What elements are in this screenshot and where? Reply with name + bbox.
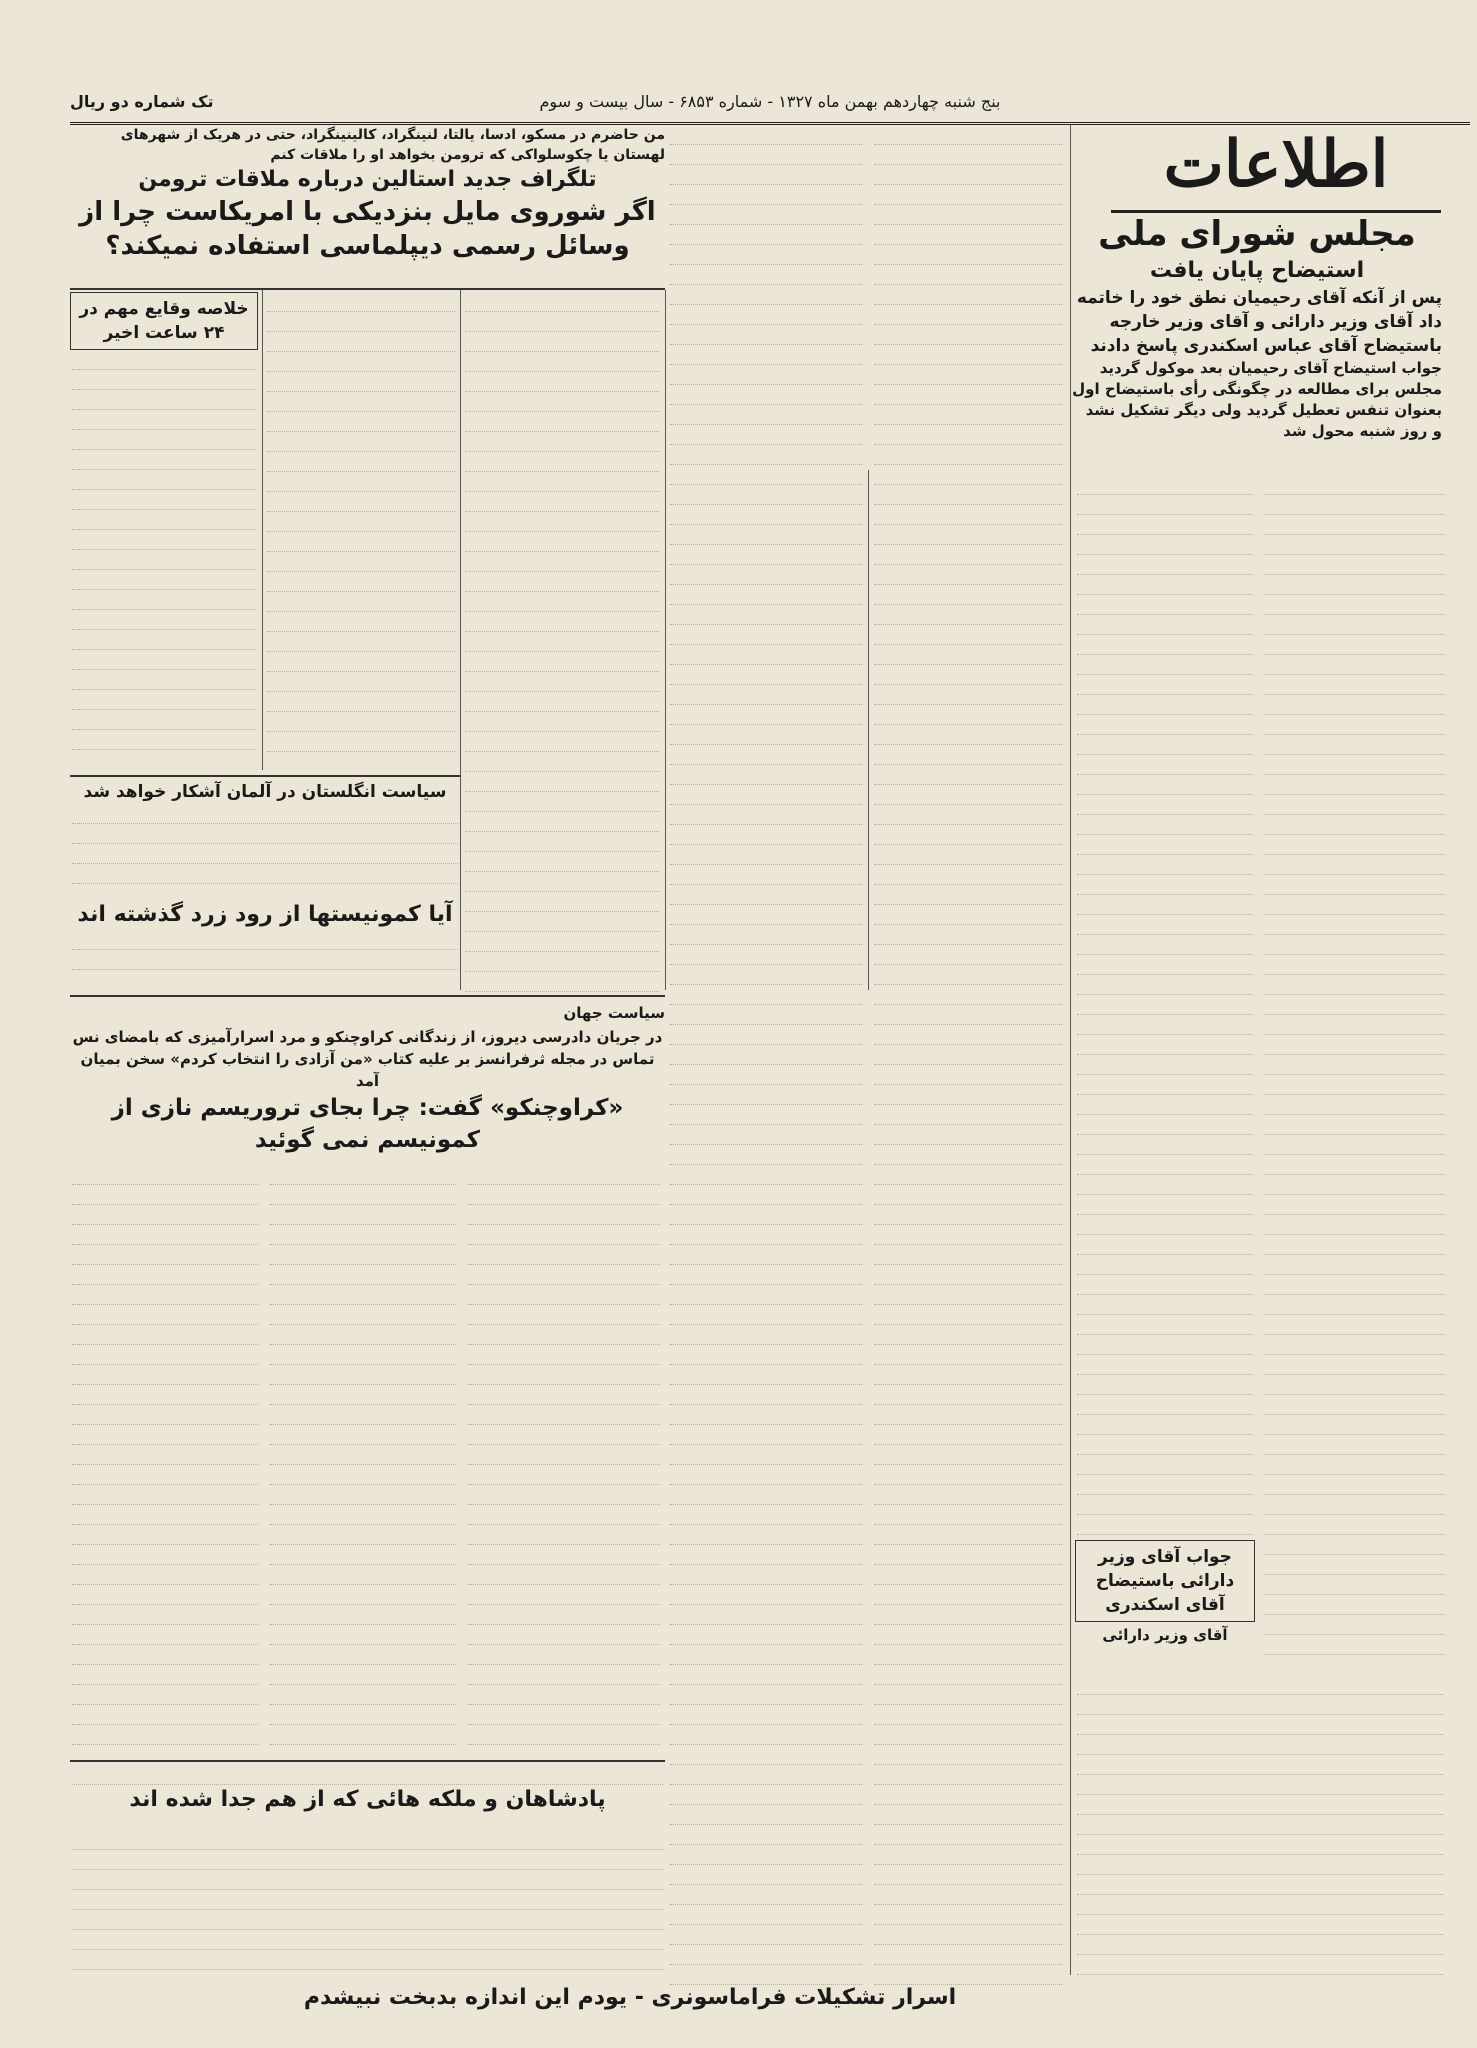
stalin-kicker: تلگراف جدید استالین درباره ملاقات ترومن — [138, 167, 597, 192]
majlis-lead-block — [1072, 212, 1442, 467]
majlis-body-col-2 — [1075, 475, 1255, 1535]
world-body-col-2 — [268, 1165, 458, 1755]
kings-title: پادشاهان و ملکه هائی که از هم جدا شده اند — [129, 1787, 606, 1812]
world-section-label: سیاست جهان — [563, 1004, 665, 1022]
stalin-body-col-2 — [463, 292, 661, 992]
section-rule — [70, 995, 665, 997]
stalin-headline-block — [70, 125, 665, 285]
majlis-body-col-1 — [1262, 475, 1447, 1665]
majlis-title: مجلس شورای ملی — [1098, 214, 1416, 254]
date-issue-label: بنج شنبه چهاردهم بهمن ماه ۱۳۲۷ - شماره ۶۸۵۳ - سال بیست و سوم — [539, 92, 1001, 111]
stalin-quote: من حاضرم در مسکو، ادسا، یالتا، لنینگراد، کالینینگراد، حتی در هریک از شهرهای لهستان یا چکوسلواکی که ترومن بخواهد او را ملاقات کنم — [120, 127, 665, 163]
world-kicker: در جریان دادرسی دیروز، از زندگانی کراوچنکو و مرد اسرارآمیزی که بامضای نس تماس در مجله ثرفرانسز بر علیه کتاب «من آزادی را انتخاب کردم» سخن بمیان آمد — [72, 1028, 663, 1090]
world-body-col-1 — [70, 1165, 260, 1755]
majlis-subtitle: استیضاح پایان یافت — [1149, 258, 1365, 283]
world-body-col-3 — [466, 1165, 662, 1755]
stalin-headline: اگر شوروی مایل بنزدیکی با امریکاست چرا از وسائل رسمی دیپلماسی استفاده نمیکند؟ — [79, 197, 656, 261]
kings-box — [70, 1765, 665, 1825]
england-box — [70, 780, 460, 895]
majlis-lead: پس از آنکه آقای رحیمیان نطق خود را خاتمه داد آقای وزیر دارائی و آقای وزیر خارجه باستیضاح آقای عباس اسکندری پاسخ دادند — [1076, 288, 1442, 356]
column-rule — [460, 290, 461, 990]
world-headline: «کراوچنکو» گفت: چرا بجای تروریسم نازی از کمونیسم نمی گوئید — [111, 1095, 624, 1153]
section-rule — [70, 1760, 665, 1762]
china-title: آیا کمونیستها از رود زرد گذشته اند — [77, 902, 453, 927]
china-box — [70, 900, 460, 990]
column-rule — [868, 470, 869, 990]
price-label: تک شماره دو ریال — [70, 92, 214, 111]
finance-title: جواب آقای وزیر دارائی باستیضاح آقای اسکندری — [1075, 1540, 1255, 1622]
section-rule — [70, 775, 460, 777]
world-headline-block — [70, 1000, 665, 1160]
section-rule — [70, 288, 665, 290]
masthead-title: اطلاعات — [1111, 120, 1441, 213]
stalin-body-col-1 — [265, 292, 457, 770]
column-rule — [1070, 125, 1071, 1975]
article-col-4 — [668, 125, 864, 1985]
article-col-3 — [872, 125, 1064, 1985]
finance-byline: آقای وزیر دارائی — [1102, 1626, 1228, 1644]
footer-band: اسرار تشکیلات فراماسونری - یودم این اندازه بدبخت نبیشدم — [303, 1985, 957, 2010]
finance-answer-box — [1075, 1540, 1255, 1670]
kings-body — [70, 1830, 665, 1975]
column-rule — [262, 290, 263, 770]
finance-body — [1075, 1675, 1445, 1975]
majlis-lead-2: جواب استیضاح آقای رحیمیان بعد موکول گردید مجلس برای مطالعه در چگونگی رأی باستیضاح اول بعنوان تنفس تعطیل گردید ولی دیگر تشکیل نشد و روز شنبه محول شد — [1072, 359, 1442, 440]
column-rule — [665, 290, 666, 990]
news-24h-title: خلاصه وقایع مهم در ۲۴ ساعت اخیر — [70, 292, 258, 350]
england-title: سیاست انگلستان در آلمان آشکار خواهد شد — [83, 782, 447, 802]
news-24h-box — [70, 292, 258, 770]
